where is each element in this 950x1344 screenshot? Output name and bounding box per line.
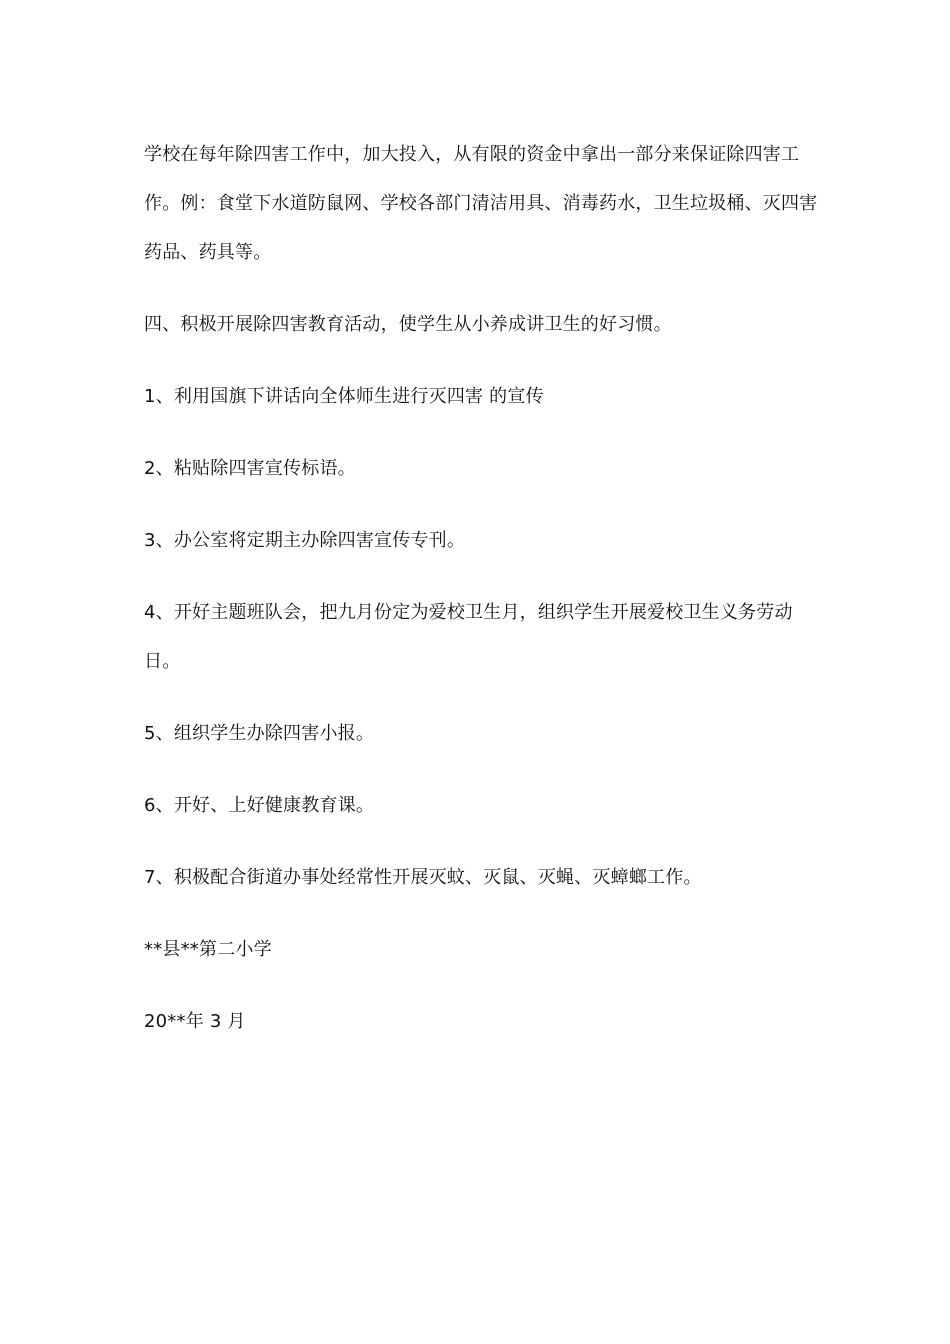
list-item-3: 3、办公室将定期主办除四害宣传专刊。 [144,530,466,551]
section-heading-education: 四、积极开展除四害教育活动，使学生从小养成讲卫生的好习惯。 [144,314,672,335]
list-item-7: 7、积极配合街道办事处经常性开展灭蚊、灭鼠、灭蝇、灭蟑螂工作。 [144,867,702,888]
list-item-6: 6、开好、上好健康教育课。 [144,795,375,816]
list-item-1: 1、利用国旗下讲话向全体师生进行灭四害 的宣传 [144,386,544,407]
signature-school: **县**第二小学 [144,939,272,960]
list-item-5: 5、组织学生办除四害小报。 [144,723,375,744]
signature-date: 20**年 3 月 [144,1011,246,1032]
document-body [144,130,824,1046]
list-item-2: 2、粘贴除四害宣传标语。 [144,458,356,479]
paragraph-funding: 学校在每年除四害工作中，加大投入，从有限的资金中拿出一部分来保证除四害工作。例：食堂下水道防鼠网、学校各部门清洁用具、消毒药水，卫生垃圾桶、灭四害药品、药具等。 [144,144,818,263]
list-item-4: 4、开好主题班队会，把九月份定为爱校卫生月，组织学生开展爱校卫生义务劳动日。 [144,602,793,672]
